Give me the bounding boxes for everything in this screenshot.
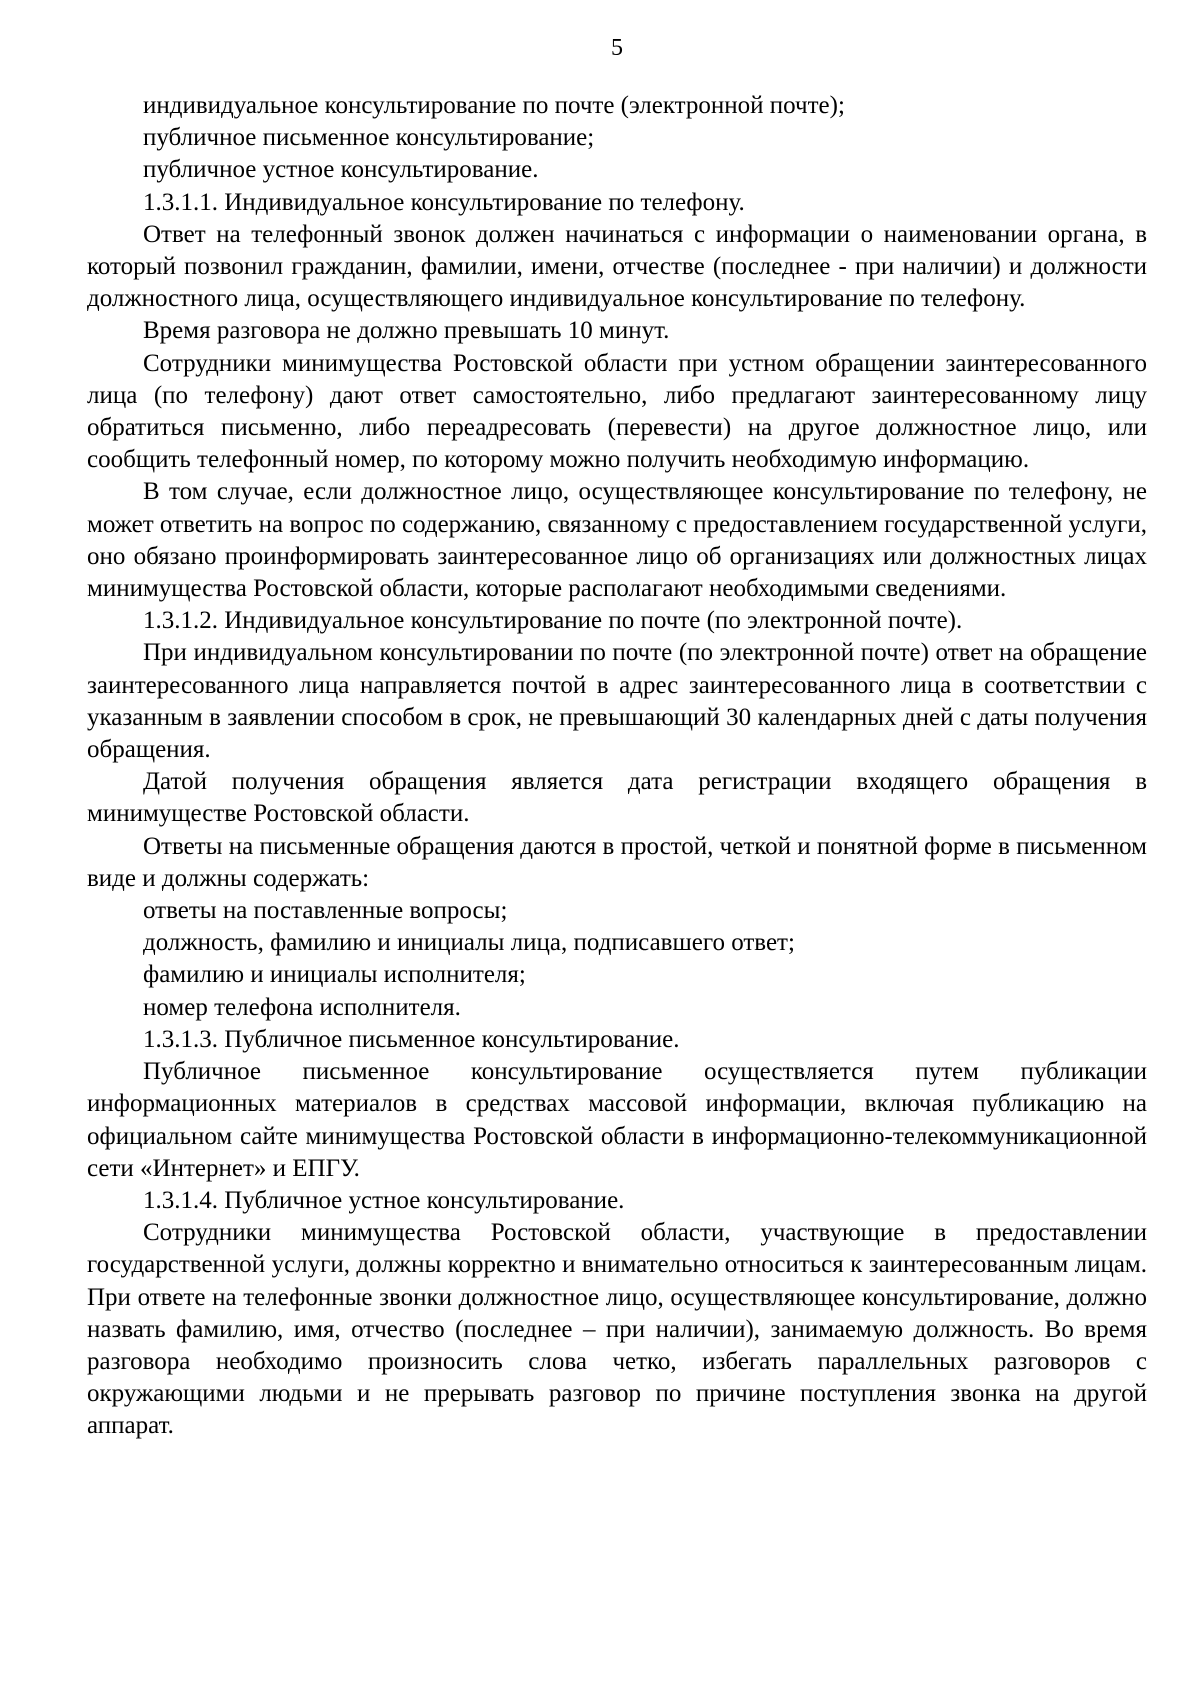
- paragraph: В том случае, если должностное лицо, осуществляющее консультирование по телефону, не может ответить на вопрос по содержанию, связанному с предоставлением государственной услуги, оно обязано проинформировать заинтересованное лицо об организациях или должностных лицах минимущества Ростовской области, которые располагают необходимыми сведениями.: [87, 478, 1147, 603]
- paragraph: Сотрудники минимущества Ростовской области, участвующие в предоставлении государственной услуги, должны корректно и внимательно относиться к заинтересованным лицам. При ответе на телефонные звонки должностное лицо, осуществляющее консультирование, должно назвать фамилию, имя, отчество (последнее – при наличии), занимаемую должность. Во время разговора необходимо произносить слова четко, избегать параллельных разговоров с окружающими людьми и не прерывать разговор по причине поступления звонка на другой аппарат.: [87, 1219, 1147, 1440]
- section-heading: 1.3.1.4. Публичное устное консультирование.: [143, 1186, 625, 1214]
- section-heading: 1.3.1.3. Публичное письменное консультирование.: [143, 1025, 680, 1053]
- paragraph: индивидуальное консультирование по почте (электронной почте);: [143, 92, 845, 119]
- paragraph: публичное письменное консультирование;: [143, 124, 595, 152]
- paragraph: При индивидуальном консультировании по почте (по электронной почте) ответ на обращение заинтересованного лица направляется почтой в адрес заинтересованного лица в соответствии с указанным в заявлении способом в срок, не превышающий 30 календарных дней с даты получения обращения.: [87, 639, 1147, 764]
- list-item: ответы на поставленные вопросы;: [143, 897, 508, 925]
- paragraph: Ответы на письменные обращения даются в простой, четкой и понятной форме в письменном виде и должны содержать:: [87, 832, 1147, 892]
- section-heading: 1.3.1.1. Индивидуальное консультирование по телефону.: [143, 188, 745, 216]
- paragraph: Публичное письменное консультирование осуществляется путем публикации информационных материалов в средствах массовой информации, включая публикацию на официальном сайте минимущества Ростовской области в информационно-телекоммуникационной сети «Интернет» и ЕПГУ.: [87, 1058, 1147, 1182]
- section-heading: 1.3.1.2. Индивидуальное консультирование по почте (по электронной почте).: [143, 607, 963, 635]
- paragraph: Датой получения обращения является дата регистрации входящего обращения в минимуществе Ростовской области.: [87, 768, 1147, 828]
- paragraph: Ответ на телефонный звонок должен начинаться с информации о наименовании органа, в который позвонил гражданин, фамилии, имени, отчестве (последнее - при наличии) и должности должностного лица, осуществляющего индивидуальное консультирование по телефону.: [87, 220, 1147, 313]
- list-item: фамилию и инициалы исполнителя;: [143, 961, 526, 989]
- paragraph: публичное устное консультирование.: [143, 156, 539, 184]
- list-item: номер телефона исполнителя.: [143, 993, 461, 1021]
- list-item: должность, фамилию и инициалы лица, подписавшего ответ;: [143, 929, 795, 957]
- page-number: 5: [611, 35, 623, 61]
- paragraph: Сотрудники минимущества Ростовской области при устном обращении заинтересованного лица (по телефону) дают ответ самостоятельно, либо предлагают заинтересованному лицу обратиться письменно, либо переадресовать (перевести) на другое должностное лицо, или сообщить телефонный номер, по которому можно получить необходимую информацию.: [87, 349, 1147, 474]
- document-page: [87, 32, 1147, 1443]
- paragraph: Время разговора не должно превышать 10 минут.: [143, 317, 670, 345]
